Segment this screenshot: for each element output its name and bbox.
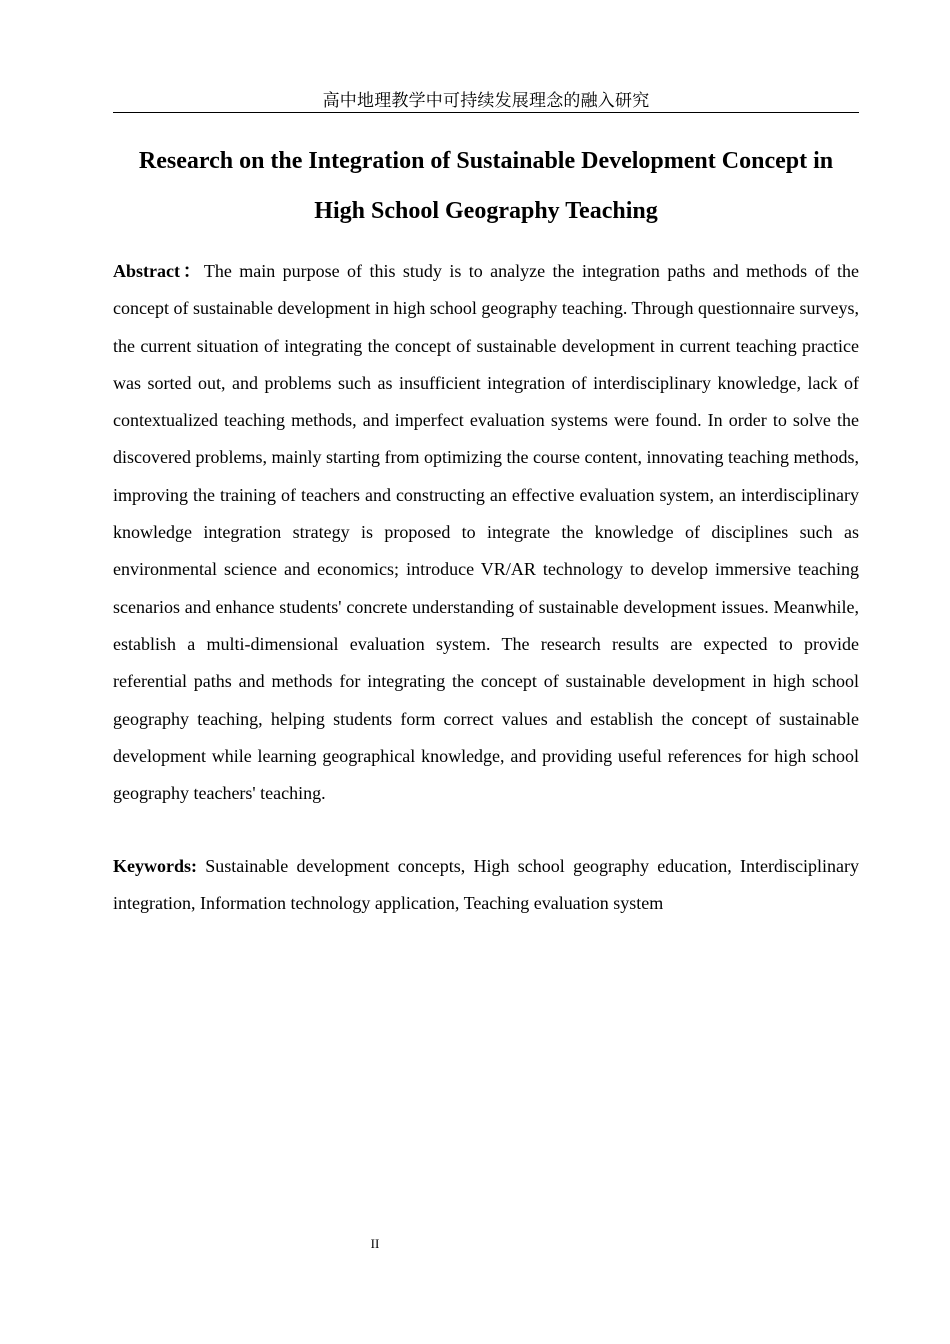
abstract-label: Abstract： [113,261,204,281]
running-header: 高中地理教学中可持续发展理念的融入研究 [113,90,859,113]
keywords-paragraph [113,848,859,923]
keywords-text: Sustainable development concepts, High school geography education, Interdisciplinary integration, Information technology application, Teaching evaluation system [113,856,860,914]
abstract-text: The main purpose of this study is to analyze the integration paths and methods of the concept of sustainable development in high school geography teaching. Through questionnaire surveys, the current situation of integrating the concept of sustainable development in current teaching practice was sorted out, and problems such as insufficient integration of interdisciplinary knowledge, lack of contextualized teaching methods, and imperfect evaluation systems were found. In order to solve the discovered problems, mainly starting from optimizing the course content, innovating teaching methods, improving the training of teachers and constructing an effective evaluation system, an interdisciplinary knowledge integration strategy is proposed to integrate the knowledge of disciplines such as environmental science and economics; introduce VR/AR technology to develop immersive teaching scenarios and enhance students' concrete understanding of sustainable development issues. Meanwhile, establish a multi-dimensional evaluation system. The research results are expected to provide referential paths and methods for integrating the concept of sustainable development in high school geography teaching, helping students form correct values and establish the concept of sustainable development while learning geographical knowledge, and providing useful references for high school geography teachers' teaching. [113,261,859,804]
abstract-paragraph [113,253,859,812]
paper-title: Research on the Integration of Sustainable Development Concept in High School Geography Teaching [138,148,834,224]
keywords-label: Keywords: [113,856,197,876]
page-number: II [370,1236,380,1251]
